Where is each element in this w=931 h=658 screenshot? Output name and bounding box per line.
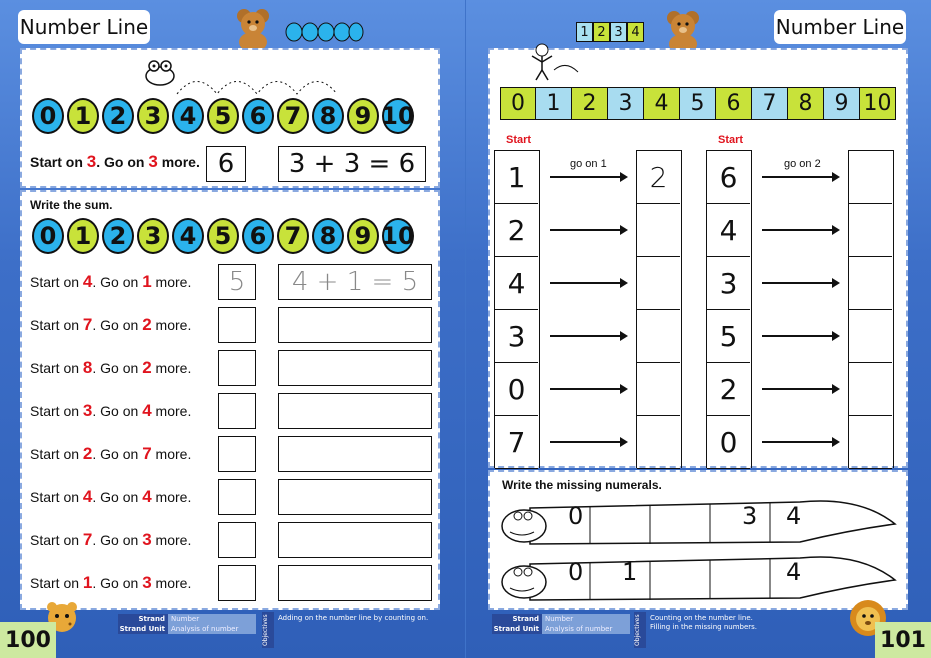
start-number: 6 — [707, 151, 750, 204]
arrow-icon — [762, 335, 838, 337]
sum-box[interactable] — [278, 436, 432, 472]
snakes-icon — [500, 494, 900, 606]
example-sum-box: 3 + 3 = 6 — [278, 146, 426, 182]
exercise-panel — [20, 190, 440, 610]
answer-box[interactable] — [218, 350, 256, 386]
answer-cell[interactable] — [637, 416, 680, 469]
number-line-cell: 9 — [824, 87, 860, 120]
right-page-number: 101 — [875, 622, 931, 658]
start-number: 4 — [707, 204, 750, 257]
number-line-cell: 1 — [536, 87, 572, 120]
number-line-cell: 4 — [644, 87, 680, 120]
number-bead: 7 — [277, 98, 309, 134]
number-bead: 2 — [102, 98, 134, 134]
section-title: Write the sum. — [30, 198, 113, 212]
answer-column — [848, 150, 894, 468]
start-label-1: Start — [506, 134, 532, 146]
instruction-text: Start on 8. Go on 2 more. — [30, 358, 192, 377]
start-column — [494, 150, 540, 468]
left-objectives: Adding on the number line by counting on. — [278, 614, 429, 622]
example-instruction: Start on 3. Go on 3 more. — [30, 152, 200, 171]
number-line-cell: 5 — [680, 87, 716, 120]
number-card: 1 — [576, 22, 593, 42]
sum-box[interactable] — [278, 479, 432, 515]
number-bead: 4 — [172, 218, 204, 254]
number-bead: 5 — [207, 218, 239, 254]
number-card: 3 — [610, 22, 627, 42]
go-on-2-label: go on 2 — [784, 158, 821, 170]
left-page — [0, 0, 465, 658]
snake-segment[interactable]: 4 — [786, 502, 802, 530]
number-line-cell: 3 — [608, 87, 644, 120]
answer-cell[interactable] — [849, 416, 892, 469]
start-number: 2 — [495, 204, 538, 257]
instruction-text: Start on 4. Go on 4 more. — [30, 487, 192, 506]
teddy-bear-icon — [232, 6, 274, 52]
instruction-text: Start on 3. Go on 4 more. — [30, 401, 192, 420]
answer-box[interactable] — [218, 436, 256, 472]
number-line-cell: 2 — [572, 87, 608, 120]
number-bead: 0 — [32, 98, 64, 134]
number-bead: 9 — [347, 218, 379, 254]
number-bead: 2 — [102, 218, 134, 254]
answer-cell[interactable] — [637, 204, 680, 257]
number-line-cell: 10 — [860, 87, 896, 120]
instruction-text: Start on 4. Go on 1 more. — [30, 272, 192, 291]
sum-box[interactable] — [278, 565, 432, 601]
start-number: 4 — [495, 257, 538, 310]
missing-numerals-panel — [488, 470, 908, 610]
left-objectives-label: Objectives — [262, 612, 274, 648]
number-card: 2 — [593, 22, 610, 42]
arrow-icon — [550, 388, 626, 390]
number-bead: 4 — [172, 98, 204, 134]
number-bead: 3 — [137, 98, 169, 134]
snake-segment[interactable]: 0 — [568, 502, 584, 530]
sum-box[interactable] — [278, 307, 432, 343]
start-label-2: Start — [718, 134, 744, 146]
example-answer-box: 6 — [206, 146, 246, 182]
example-panel — [20, 48, 440, 188]
number-bead: 10 — [382, 218, 414, 254]
number-bead: 3 — [137, 218, 169, 254]
snake-segment[interactable]: 4 — [786, 558, 802, 586]
arrow-icon — [550, 335, 626, 337]
answer-cell[interactable] — [637, 310, 680, 363]
start-number: 7 — [495, 416, 538, 469]
answer-box[interactable] — [218, 522, 256, 558]
answer-cell[interactable] — [849, 204, 892, 257]
answer-cell[interactable]: 2 — [637, 151, 680, 204]
arrow-icon — [762, 229, 838, 231]
number-bead: 0 — [32, 218, 64, 254]
answer-cell[interactable] — [849, 257, 892, 310]
answer-cell[interactable] — [849, 310, 892, 363]
child-jumping-icon — [528, 42, 588, 82]
start-number: 5 — [707, 310, 750, 363]
sum-box[interactable] — [278, 350, 432, 386]
answer-cell[interactable] — [637, 257, 680, 310]
arrow-icon — [550, 441, 626, 443]
right-footer-table: Strand Number Strand Unit Analysis of number — [492, 614, 630, 634]
answer-cell[interactable] — [849, 151, 892, 204]
number-card: 4 — [627, 22, 644, 42]
number-bead: 1 — [67, 98, 99, 134]
instruction-text: Start on 2. Go on 7 more. — [30, 444, 192, 463]
right-objectives: Counting on the number line. Filling in the missing numbers. — [650, 614, 758, 631]
instruction-text: Start on 1. Go on 3 more. — [30, 573, 192, 592]
instruction-text: Start on 7. Go on 2 more. — [30, 315, 192, 334]
right-objectives-label: Objectives — [634, 612, 646, 648]
arrow-icon — [762, 282, 838, 284]
answer-column — [636, 150, 682, 468]
right-page — [466, 0, 931, 658]
sum-box[interactable] — [278, 522, 432, 558]
arrow-icon — [550, 229, 626, 231]
number-line-cell: 6 — [716, 87, 752, 120]
number-bead: 9 — [347, 98, 379, 134]
arrow-icon — [762, 176, 838, 178]
start-number: 0 — [495, 363, 538, 416]
snake-segment[interactable]: 1 — [622, 558, 638, 586]
start-column — [706, 150, 752, 468]
answer-box[interactable]: 5 — [218, 264, 256, 300]
left-page-title: Number Line — [18, 10, 150, 44]
number-bead: 8 — [312, 218, 344, 254]
number-bead: 10 — [382, 98, 414, 134]
start-number: 3 — [707, 257, 750, 310]
start-number: 1 — [495, 151, 538, 204]
arrow-icon — [762, 441, 838, 443]
left-page-number: 100 — [0, 622, 56, 658]
number-bead: 6 — [242, 218, 274, 254]
start-number: 2 — [707, 363, 750, 416]
arrow-icon — [762, 388, 838, 390]
sum-box[interactable]: 4 + 1 = 5 — [278, 264, 432, 300]
number-line-cell: 8 — [788, 87, 824, 120]
answer-cell[interactable] — [637, 363, 680, 416]
instruction-text: Start on 7. Go on 3 more. — [30, 530, 192, 549]
sum-box[interactable] — [278, 393, 432, 429]
answer-box[interactable] — [218, 393, 256, 429]
arrow-icon — [550, 176, 626, 178]
right-page-title: Number Line — [774, 10, 906, 44]
number-bead: 1 — [67, 218, 99, 254]
mini-beads-icon — [284, 18, 364, 44]
number-bead: 8 — [312, 98, 344, 134]
go-on-panel — [488, 48, 908, 468]
start-number: 0 — [707, 416, 750, 469]
number-bead: 5 — [207, 98, 239, 134]
number-line-cell: 0 — [500, 87, 536, 120]
snake-segment[interactable]: 3 — [742, 502, 758, 530]
start-number: 3 — [495, 310, 538, 363]
arrow-icon — [550, 282, 626, 284]
answer-box[interactable] — [218, 479, 256, 515]
go-on-1-label: go on 1 — [570, 158, 607, 170]
left-footer-table: Strand Number Strand Unit Analysis of number — [118, 614, 256, 634]
answer-cell[interactable] — [849, 363, 892, 416]
number-bead: 7 — [277, 218, 309, 254]
missing-title: Write the missing numerals. — [502, 478, 662, 492]
answer-box[interactable] — [218, 565, 256, 601]
snake-segment[interactable]: 0 — [568, 558, 584, 586]
number-bead: 6 — [242, 98, 274, 134]
number-line-cell: 7 — [752, 87, 788, 120]
answer-box[interactable] — [218, 307, 256, 343]
